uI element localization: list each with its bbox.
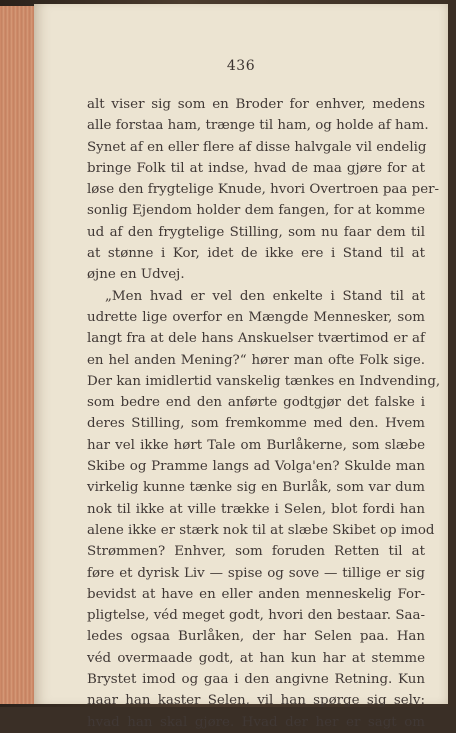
text-line: alle forstaa ham, trænge til ham, og holde af ham. <box>87 118 429 134</box>
text-line: virkelig kunne tænke sig en Burlåk, som var dum <box>87 480 425 496</box>
page-number: 436 <box>226 58 256 74</box>
text-line: Strømmen? Enhver, som foruden Retten til at <box>87 544 425 560</box>
text-line: ud af den frygtelige Stilling, som nu faar dem til <box>87 224 425 240</box>
text-line: Skibe og Pramme langs ad Volga'en? Skulde man <box>87 459 425 475</box>
text-line: har vel ikke hørt Tale om Burlåkerne, som slæbe <box>87 437 425 453</box>
text-line: „Men hvad er vel den enkelte i Stand til at <box>105 288 425 304</box>
text-line: alene ikke er stærk nok til at slæbe Skibet op imod <box>87 522 435 538</box>
text-line: øjne en Udvej. <box>87 267 185 283</box>
page-edges <box>0 6 35 704</box>
body-text <box>87 94 441 733</box>
text-line: alt viser sig som en Broder for enhver, medens <box>87 97 425 112</box>
text-line: ledes ogsaa Burlåken, der har Selen paa. Han <box>87 629 425 645</box>
text-line: som bedre end den anførte godtgjør det falske i <box>87 395 425 411</box>
text-line: bevidst at have en eller anden menneskelig For- <box>87 586 425 602</box>
book-page <box>34 4 448 730</box>
text-line: deres Stilling, som fremkomme med den. Hvem <box>87 416 425 432</box>
text-line: pligtelse, véd meget godt, hvori den bestaar. Saa- <box>87 608 425 624</box>
text-line: naar han kaster Selen, vil han spørge sig selv: <box>87 693 425 709</box>
text-line: nok til ikke at ville trække i Selen, blot fordi han <box>87 501 425 517</box>
text-line: bringe Folk til at indse, hvad de maa gjøre for at <box>87 160 425 176</box>
text-line: sonlig Ejendom holder dem fangen, for at komme <box>87 203 425 219</box>
text-line: Der kan imidlertid vanskelig tænkes en Indvending, <box>87 373 441 389</box>
text-line: løse den frygtelige Knude, hvori Overtroen paa per- <box>87 182 440 198</box>
text-line: véd overmaade godt, at han kun har at stemme <box>87 650 425 666</box>
text-line: føre et dyrisk Liv — spise og sove — tillige er sig <box>87 565 425 581</box>
text-line: hvad han skal gjøre. Hvad der her er sagt om <box>87 714 425 730</box>
text-line: at stønne i Kor, idet de ikke ere i Stand til at <box>87 246 425 262</box>
text-line: en hel anden Mening?“ hører man ofte Folk sige. <box>87 352 425 368</box>
text-line: Synet af en eller flere af disse halvgale vil endelig <box>87 139 427 155</box>
text-line: udrette lige overfor en Mængde Mennesker, som <box>87 309 425 325</box>
text-line: langt fra at dele hans Anskuelser tværtimod er af <box>87 331 425 347</box>
text-line: Brystet imod og gaa i den angivne Retning. Kun <box>87 672 425 688</box>
